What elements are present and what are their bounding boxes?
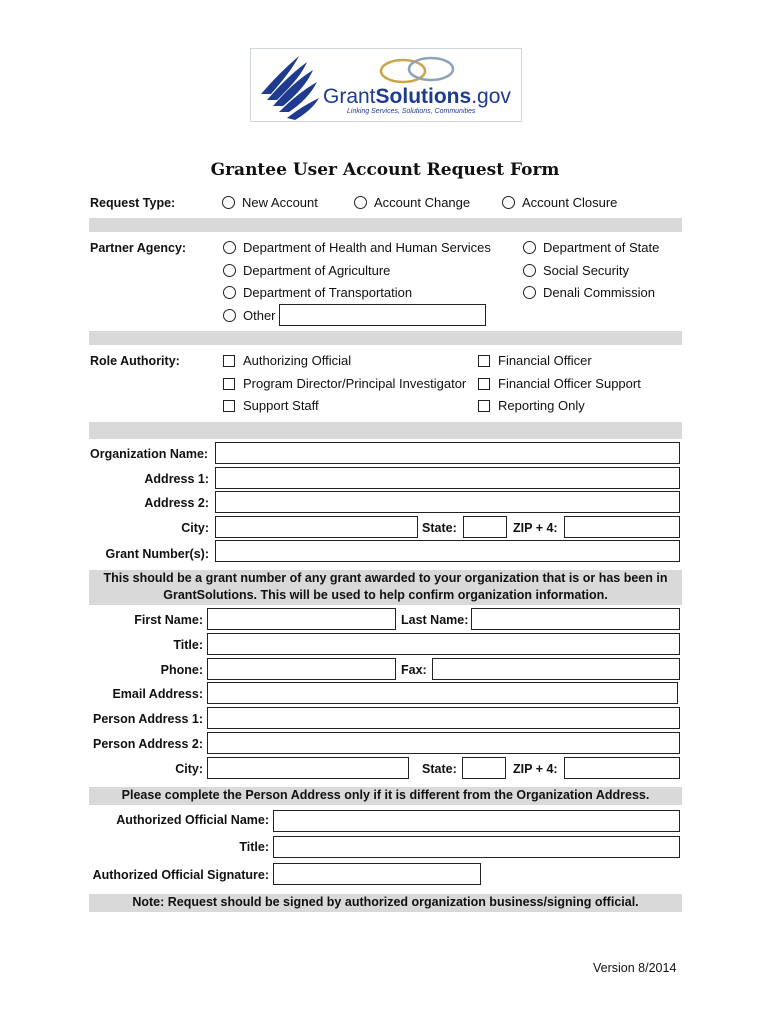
option-label: Department of State: [543, 240, 660, 255]
authorized-official-title-input[interactable]: [273, 836, 680, 858]
radio-circle-icon: [223, 241, 236, 254]
form-title: Grantee User Account Request Form: [210, 160, 560, 180]
org-address1-input[interactable]: [215, 467, 680, 489]
option-label: Financial Officer: [498, 353, 592, 368]
section-divider: [89, 422, 682, 439]
radio-circle-icon: [523, 264, 536, 277]
section-divider: [89, 218, 682, 232]
radio-new-account[interactable]: [222, 195, 318, 210]
checkbox-icon: [223, 355, 235, 367]
org-city-label: City:: [181, 521, 209, 535]
request-type-label: Request Type:: [90, 196, 176, 210]
grant-numbers-input[interactable]: [215, 540, 680, 562]
fax-label: Fax:: [401, 663, 427, 677]
person-address1-label: Person Address 1:: [93, 712, 203, 726]
grant-number-note: This should be a grant number of any grant awarded to your organization that is or has been in GrantSolutions. This will be used to help confirm organization information.: [89, 570, 682, 605]
organization-name-label: Organization Name:: [90, 447, 209, 461]
authorized-official-name-input[interactable]: [273, 810, 680, 832]
logo-word-grant: Grant: [323, 85, 376, 108]
person-address1-input[interactable]: [207, 707, 680, 729]
person-state-label: State:: [422, 762, 457, 776]
org-address2-input[interactable]: [215, 491, 680, 513]
checkbox-financial-officer-support[interactable]: [478, 376, 641, 391]
option-label: Authorizing Official: [243, 353, 352, 368]
radio-circle-icon: [354, 196, 367, 209]
last-name-label: Last Name:: [401, 613, 469, 627]
radio-dept-transportation[interactable]: [223, 285, 412, 300]
hhs-eagle-icon: [253, 50, 333, 122]
checkbox-icon: [478, 378, 490, 390]
radio-circle-icon: [223, 286, 236, 299]
checkbox-support-staff[interactable]: [223, 398, 319, 413]
org-address2-label: Address 2:: [144, 496, 209, 510]
option-label: Other: [243, 308, 276, 323]
option-label: Account Change: [374, 195, 471, 210]
phone-input[interactable]: [207, 658, 396, 680]
option-label: Denali Commission: [543, 285, 655, 300]
option-label: Department of Agriculture: [243, 263, 391, 278]
last-name-input[interactable]: [471, 608, 680, 630]
radio-dept-agriculture[interactable]: [223, 263, 390, 278]
role-authority-label: Role Authority:: [90, 354, 180, 368]
option-label: Reporting Only: [498, 398, 585, 413]
authorized-official-signature-label: Authorized Official Signature:: [92, 868, 269, 882]
option-label: Account Closure: [522, 195, 618, 210]
logo-word-solutions: Solutions: [375, 85, 472, 108]
radio-circle-icon: [523, 241, 536, 254]
logo-wordmark: [323, 85, 511, 109]
org-state-label: State:: [422, 521, 457, 535]
first-name-input[interactable]: [207, 608, 396, 630]
radio-circle-icon: [223, 264, 236, 277]
checkbox-icon: [223, 378, 235, 390]
checkbox-reporting-only[interactable]: [478, 398, 585, 413]
organization-name-input[interactable]: [215, 442, 680, 464]
org-zip-input[interactable]: [564, 516, 680, 538]
option-label: Program Director/Principal Investigator: [243, 376, 467, 391]
authorized-official-signature-input[interactable]: [273, 863, 481, 885]
radio-other[interactable]: [223, 308, 276, 323]
org-state-input[interactable]: [463, 516, 507, 538]
person-zip-label: ZIP + 4:: [513, 762, 558, 776]
radio-social-security[interactable]: [523, 263, 629, 278]
radio-account-change[interactable]: [354, 195, 470, 210]
person-title-label: Title:: [173, 638, 203, 652]
option-label: Department of Transportation: [243, 285, 413, 300]
person-title-input[interactable]: [207, 633, 680, 655]
checkbox-icon: [478, 400, 490, 412]
radio-circle-icon: [222, 196, 235, 209]
org-zip-label: ZIP + 4:: [513, 521, 558, 535]
version-text: Version 8/2014: [593, 961, 677, 975]
email-input[interactable]: [207, 682, 678, 704]
org-city-input[interactable]: [215, 516, 418, 538]
email-label: Email Address:: [112, 687, 203, 701]
logo-word-gov: .gov: [471, 85, 511, 108]
person-address2-input[interactable]: [207, 732, 680, 754]
logo-tagline: Linking Services, Solutions, Communities: [347, 108, 476, 115]
radio-circle-icon: [223, 309, 236, 322]
checkbox-program-director[interactable]: [223, 376, 466, 391]
first-name-label: First Name:: [134, 613, 203, 627]
option-label: Department of Health and Human Services: [243, 240, 491, 255]
partner-agency-label: Partner Agency:: [90, 241, 187, 255]
fax-input[interactable]: [432, 658, 680, 680]
person-address-note: Please complete the Person Address only if it is different from the Organization Address.: [89, 787, 682, 805]
option-label: Support Staff: [243, 398, 319, 413]
checkbox-authorizing-official[interactable]: [223, 353, 351, 368]
checkbox-icon: [478, 355, 490, 367]
radio-dept-state[interactable]: [523, 240, 659, 255]
option-label: Social Security: [543, 263, 629, 278]
rings-icon: [375, 53, 465, 89]
grant-numbers-label: Grant Number(s):: [105, 547, 209, 561]
org-address1-label: Address 1:: [144, 472, 209, 486]
radio-dept-hhs[interactable]: [223, 240, 491, 255]
person-city-input[interactable]: [207, 757, 409, 779]
option-label: New Account: [242, 195, 318, 210]
phone-label: Phone:: [160, 663, 203, 677]
person-zip-input[interactable]: [564, 757, 680, 779]
section-divider: [89, 331, 682, 345]
checkbox-financial-officer[interactable]: [478, 353, 592, 368]
checkbox-icon: [223, 400, 235, 412]
authorized-official-title-label: Title:: [239, 840, 269, 854]
person-city-label: City:: [175, 762, 203, 776]
person-address2-label: Person Address 2:: [93, 737, 203, 751]
radio-denali-commission[interactable]: [523, 285, 655, 300]
grantsolutions-logo: [250, 48, 522, 122]
other-agency-input[interactable]: [279, 304, 486, 326]
signature-note: Note: Request should be signed by authorized organization business/signing official.: [89, 894, 682, 912]
radio-account-closure[interactable]: [502, 195, 617, 210]
authorized-official-name-label: Authorized Official Name:: [116, 813, 269, 827]
radio-circle-icon: [502, 196, 515, 209]
radio-circle-icon: [523, 286, 536, 299]
option-label: Financial Officer Support: [498, 376, 641, 391]
person-state-input[interactable]: [462, 757, 506, 779]
